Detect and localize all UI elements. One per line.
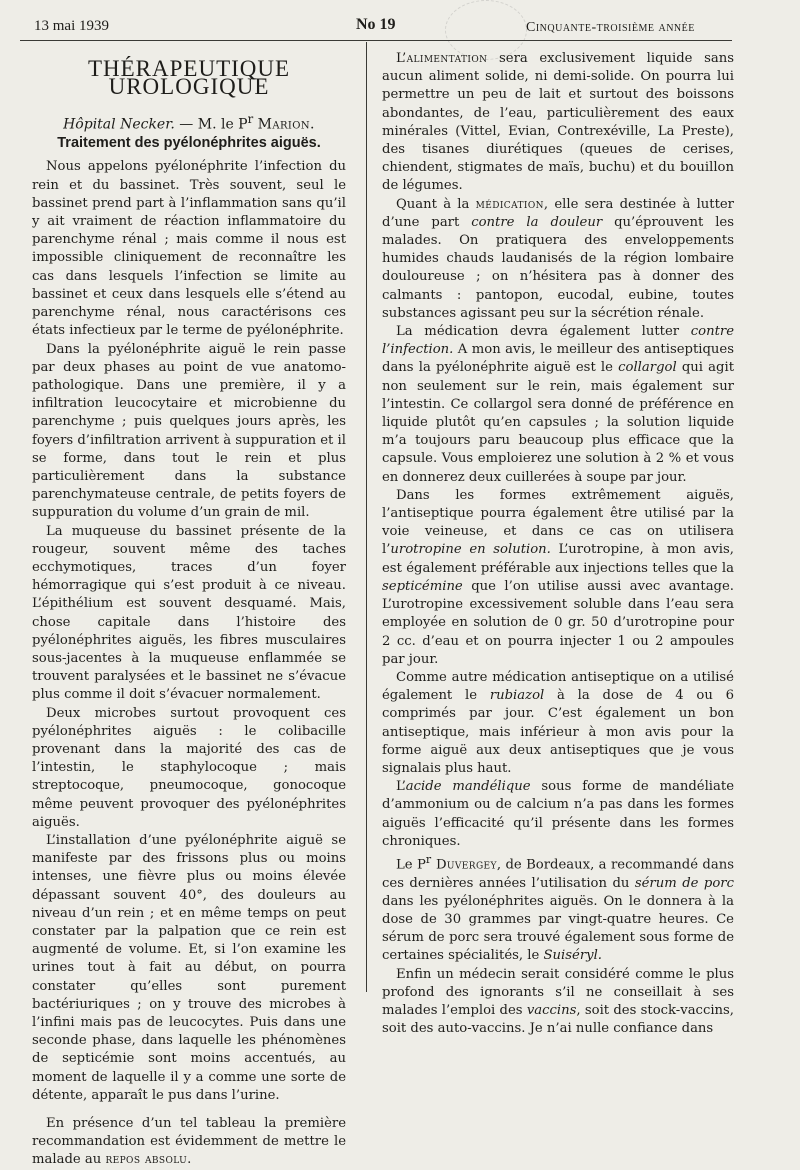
emphasis-septicemine: septicémine: [382, 578, 463, 594]
paragraph-text: à la dose de 4 ou 6 comprimés par jour. C’est également un bon antiseptique, mais inférieur à mon avis pour la forme aiguë aux deux antiseptiques que je vous signalais plus haut.: [382, 688, 735, 776]
paragraph-text: dans les pyélonéphrites aiguës. On le donnera à la dose de 30 grammes par vingt-quatre heures. Ce sérum de porc sera trouvé également sous forme de certaines spécialités, le: [382, 893, 734, 964]
byline-separator: — M. le P: [174, 117, 248, 134]
issue-number: No 19: [356, 16, 396, 33]
volume-year: Cinquante-troisième année: [526, 20, 695, 35]
paragraph-text: L’urotropine, à mon avis, est également préférable aux injections telles que la: [382, 542, 734, 576]
running-head: [34, 14, 730, 40]
emphasis-medication: médication: [475, 196, 544, 212]
paragraph-text: A mon avis, le meilleur des antiseptiques dans la pyélonéphrite aiguë est le: [382, 342, 734, 376]
paragraph-text: sous forme de mandéliate d’ammonium ou de calcium n’a pas dans les formes aiguës l’efficacité qu’il présente dans les formes chroniques.: [382, 779, 734, 849]
paragraph-text: L’: [396, 779, 406, 795]
paragraph: L’installation d’une pyélonéphrite aiguë se manifeste par des frissons plus ou moins intenses, une fièvre plus ou moins élevée dépassant souvent 40°, des douleurs au niveau d’un rein ; et en même temps on peut constater par la palpation que ce rein est augmenté de volume. Et, si l’on examine les urines tout à fait au début, on pourra constater qu’elles sont purement bactériuriques ; on y trouve des microbes à l’infini mais pas de leucocytes. Puis dans une seconde phase, dans laquelle les phénomènes de septicémie sont moins accentués, au moment de laquelle il y a comme une sorte de détente, apparaît le pus dans l’urine.: [32, 832, 346, 1103]
emphasis-serum-de-porc: sérum de porc: [634, 875, 734, 891]
paragraph: [382, 50, 734, 196]
paragraph-text: Comme autre médication antiseptique on a utilisé également le: [382, 669, 734, 704]
paragraph: [382, 966, 734, 1039]
paragraph: [382, 851, 734, 966]
byline-hospital: Hôpital Necker.: [63, 117, 175, 134]
paragraph: [382, 487, 734, 669]
emphasis-acide-mandelique: acide mandélique: [405, 779, 531, 795]
paragraph: La muqueuse du bassinet présente de la rougeur, souvent même des taches ecchymotiques, traces d’un foyer hémorragique qui s’est produit à ce niveau. L’épithélium est souvent desquamé. Mais, chose capitale dans l’histoire des pyélonéphrites aiguës, les fibres musculaires sous-jacentes à la muqueuse enflammée se trouvent paralysées et le bassinet ne s’évacue plus comme il doit s’évacuer normalement.: [32, 523, 346, 703]
paragraph-text: Dans les formes extrêmement aiguës, l’antiseptique pourra également être utilisé par la voie veineuse, et dans ce cas on utilisera l’: [382, 487, 734, 558]
emphasis-vaccins: vaccins: [526, 1002, 577, 1018]
paragraph-text: qu’éprouvent les malades. On pratiquera des enveloppements humides chauds laudanisés de la région lombaire douloureuse ; on n’hésitera pas à donner des calmants : pantopon, eucodal, eubine, toutes substances agissant peu sur la sécrétion rénale.: [382, 214, 734, 321]
emphasis-urotropine: urotropine en solution.: [390, 542, 551, 558]
byline: [32, 110, 346, 134]
paragraph: [32, 1115, 346, 1170]
emphasis-douleur: contre la douleur: [471, 214, 603, 230]
paragraph-text: Le P: [396, 857, 426, 873]
paragraph-text: , elle sera destinée à lutter d’une part: [382, 196, 734, 230]
paragraph: Nous appelons pyélonéphrite l’infection du rein et du bassinet. Très souvent, seul le bassinet prend part à l’inflammation sans qu’il y ait vraiment de réaction inflammatoire du parenchyme rénal ; mais comme il nous est impossible cliniquement de reconnaître les cas dans lesquels l’infection se limite au bassinet et ceux dans lesquels elle s’étend au parenchyme rénal, nous caractérisons ces états infectieux par le terme de pyélonéphrite.: [32, 159, 346, 339]
paragraph-text: sera exclusivement liquide sans aucun aliment solide, ni demi-solide. On pourra lui permettre un peu de lait et surtout des boissons abondantes, de l’eau, particulièrement des eaux minérales (Vittel, Evian, Contrexéville, La Preste), des tisanes diurétiques (queues de cerises, chiendent, stigmates de maïs, buchu) et du bouillon de légumes.: [382, 51, 734, 194]
emphasis-rubiazol: rubiazol: [489, 688, 545, 704]
emphasis-alimentation: L’alimentation: [396, 51, 488, 66]
paragraph-text: , de Bordeaux, a recommandé dans ces dernières années l’utilisation du: [382, 857, 734, 891]
emphasis-collargol: collargol: [618, 360, 677, 376]
right-column: [382, 50, 734, 1038]
left-column: [32, 58, 346, 1170]
column-divider: [366, 42, 367, 992]
superscript: r: [425, 852, 432, 866]
paragraph-text: Quant à la: [396, 196, 476, 212]
paragraph: [382, 669, 734, 778]
paragraph: [382, 196, 734, 323]
paragraph: Deux microbes surtout provoquent ces pyélonéphrites aiguës : le colibacille provenant dans la majorité des cas de l’intestin, le staphylocoque ; mais streptocoque, pneumocoque, gonocoque même peuvent provoquer des pyélonéphrites aiguës.: [32, 705, 346, 830]
paragraph-text: La médication devra également lutter: [396, 324, 691, 340]
byline-author: Marion.: [257, 117, 315, 134]
emphasis-infection: contre l’infection.: [382, 324, 734, 358]
article-title: THÉRAPEUTIQUE UROLOGIQUE: [87, 56, 291, 100]
article-subtitle: Traitement des pyélonéphrites aiguës.: [57, 135, 321, 152]
paragraph-text: , soit des stock-vaccins, soit des auto-vaccins. Je n’ai nulle confiance dans: [382, 1002, 735, 1037]
paragraph-text: qui agit non seulement sur le rein, mais également sur l’intestin. Ce collargol sera donné de préférence en liquide plutôt qu’en capsules ; la solution liquide m’a toujours paru beaucoup plus efficace que la capsule. Vous emploierez une solution à 2 % et vous en donnerez deux cuillerées à soupe par jour.: [382, 360, 734, 485]
paragraph-text: Enfin un médecin serait considéré comme le plus profond des ignorants s’il ne conseillait à ses malades l’emploi des: [382, 966, 734, 1018]
paragraph-text: que l’on utilise aussi avec avantage. L’urotropine excessivement soluble dans l’eau sera employée en solution de 0 gr. 50 d’urotropine pour 2 cc. d’eau et on pourra injecter 1 ou 2 ampoules par jour.: [382, 578, 734, 667]
emphasis-suiseryl: Suiséryl.: [543, 948, 602, 964]
paragraph-text: En présence d’un tel tableau la première recommandation est évidemment de mettre le malade au: [32, 1116, 346, 1168]
byline-sup: r: [247, 112, 254, 127]
header-rule: [20, 40, 732, 41]
author-duvergey: Duvergey: [431, 857, 497, 873]
emphasis-repos: repos absolu.: [105, 1152, 192, 1168]
paragraph: Dans la pyélonéphrite aiguë le rein passe par deux phases au point de vue anatomo-pathologique. Dans une première, il y a infiltration leucocytaire et microbienne du parenchyme ; puis quelques jours après, les foyers d’infiltration arrivent à suppuration et il se forme, dans tout le rein et plus particulièrement dans la substance parenchymateuse centrale, de petits foyers de suppuration du volume d’un grain de mil.: [32, 341, 346, 521]
paragraph: [382, 323, 734, 487]
paragraph: [382, 778, 734, 851]
issue-date: 13 mai 1939: [34, 18, 109, 34]
